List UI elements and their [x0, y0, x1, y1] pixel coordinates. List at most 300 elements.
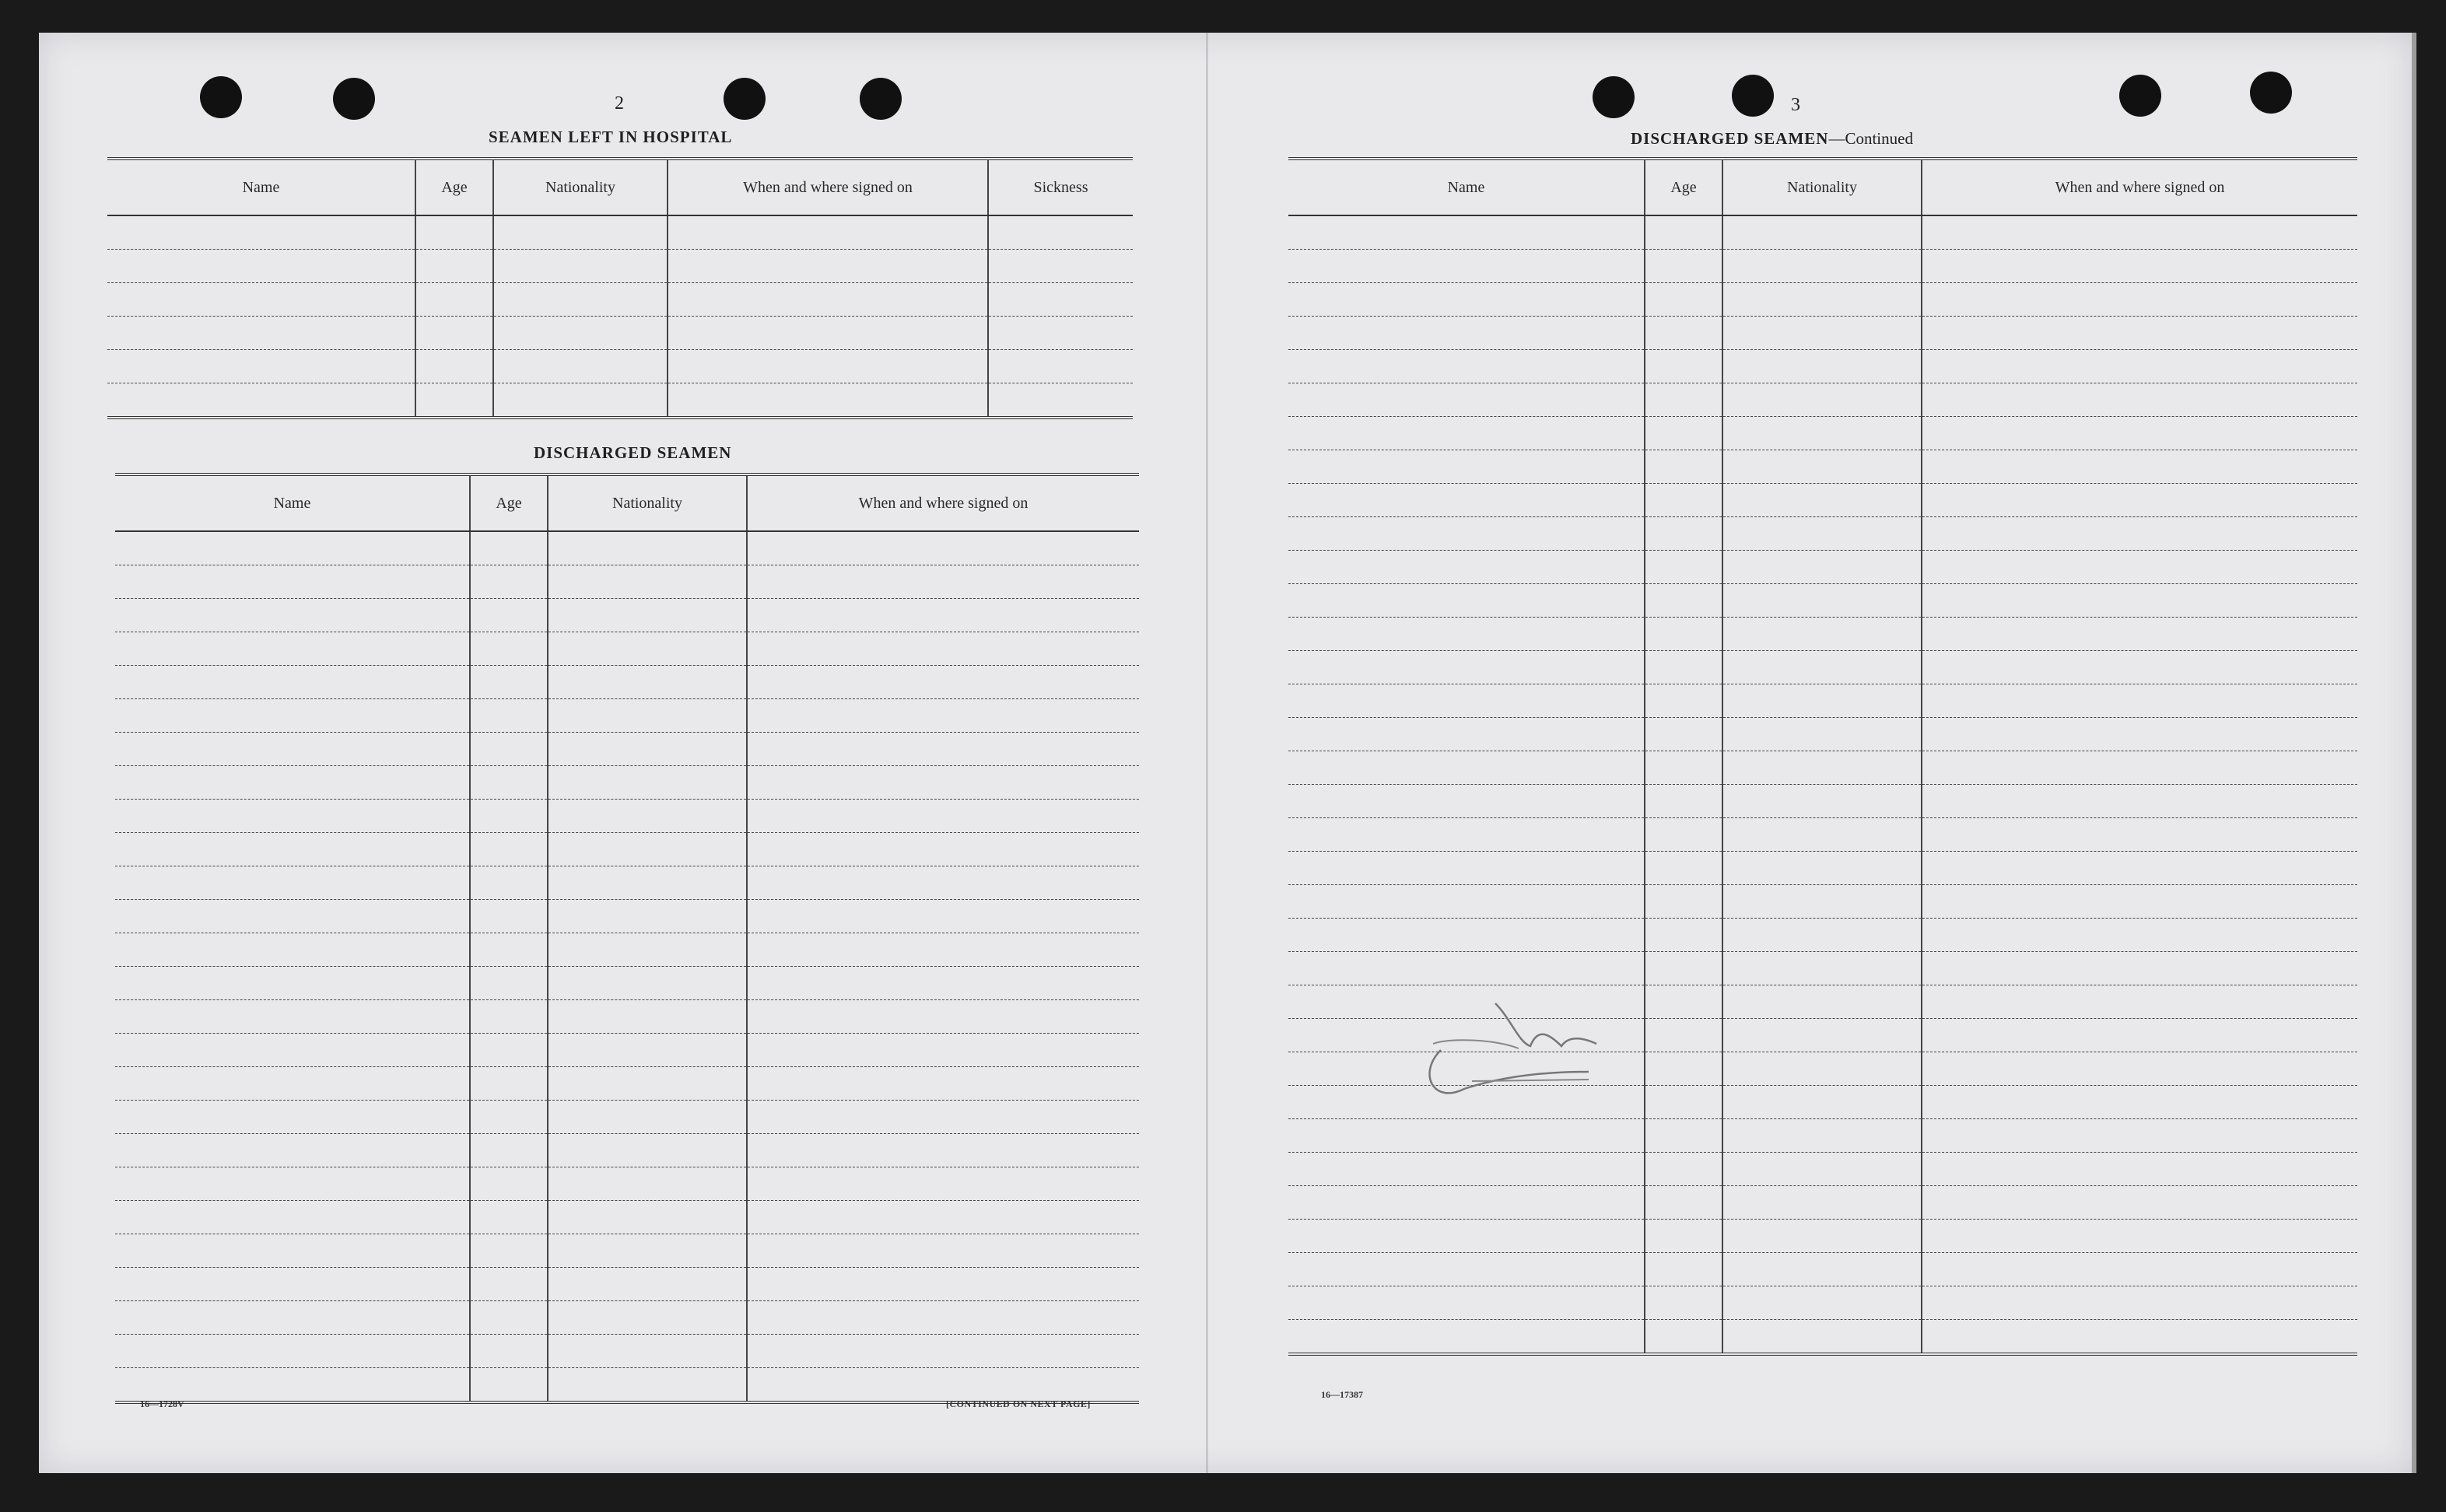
table-cell: [1645, 1286, 1722, 1320]
table-cell: [1645, 952, 1722, 985]
table-cell: [1288, 383, 1645, 417]
hospital-section-title: SEAMEN LEFT IN HOSPITAL: [489, 128, 733, 146]
table-cell: [988, 317, 1133, 350]
table-row: [115, 1134, 1139, 1167]
table-cell: [115, 900, 470, 933]
table-cell: [1922, 1253, 2357, 1286]
table-cell: [1288, 1320, 1645, 1355]
table-row: [115, 1368, 1139, 1403]
table-cell: [548, 1201, 747, 1234]
table-cell: [115, 1234, 470, 1268]
table-cell: [1645, 484, 1722, 517]
table-row: [1288, 450, 2357, 484]
table-cell: [1645, 1153, 1722, 1186]
table-cell: [1922, 417, 2357, 450]
table-cell: [1288, 751, 1645, 785]
table-row: [1288, 484, 2357, 517]
table-cell: [548, 1000, 747, 1034]
table-row: [107, 215, 1133, 250]
table-cell: [1922, 450, 2357, 484]
table-row: [115, 1335, 1139, 1368]
table-cell: [747, 833, 1139, 866]
table-cell: [470, 766, 548, 800]
table-cell: [1288, 283, 1645, 317]
table-cell: [470, 833, 548, 866]
table-cell: [1722, 1153, 1922, 1186]
table-cell: [493, 350, 668, 383]
table-cell: [548, 833, 747, 866]
table-cell: [1645, 985, 1722, 1019]
table-cell: [470, 933, 548, 967]
table-cell: [1288, 1119, 1645, 1153]
discharged-continued-column-header: Name: [1288, 159, 1645, 215]
table-cell: [1645, 250, 1722, 283]
table-row: [1288, 584, 2357, 618]
table-cell: [1288, 1286, 1645, 1320]
document-sheet: [39, 33, 2416, 1473]
table-row: [115, 1201, 1139, 1234]
table-cell: [1922, 1220, 2357, 1253]
table-cell: [1922, 383, 2357, 417]
left-page-number: 2: [615, 93, 624, 114]
table-cell: [548, 666, 747, 699]
table-cell: [1288, 1253, 1645, 1286]
table-cell: [1288, 417, 1645, 450]
table-cell: [1645, 1320, 1722, 1355]
left-form-number: 16—1728V: [140, 1398, 184, 1409]
table-cell: [1922, 317, 2357, 350]
table-cell: [1645, 818, 1722, 852]
table-cell: [115, 1134, 470, 1167]
table-row: [115, 933, 1139, 967]
table-cell: [548, 1268, 747, 1301]
table-cell: [1645, 1186, 1722, 1220]
table-cell: [1922, 1186, 2357, 1220]
table-cell: [115, 1301, 470, 1335]
table-row: [1288, 751, 2357, 785]
table-cell: [1288, 852, 1645, 885]
table-row: [1288, 1153, 2357, 1186]
table-cell: [1288, 785, 1645, 818]
punch-hole-icon: [2119, 75, 2161, 117]
table-cell: [1922, 250, 2357, 283]
table-cell: [1922, 684, 2357, 718]
table-cell: [107, 383, 415, 418]
table-cell: [1288, 215, 1645, 250]
table-row: [115, 1268, 1139, 1301]
table-cell: [115, 1067, 470, 1101]
table-row: [115, 967, 1139, 1000]
table-cell: [493, 250, 668, 283]
table-cell: [1722, 350, 1922, 383]
table-cell: [1288, 350, 1645, 383]
hospital-column-header: Name: [107, 159, 415, 215]
discharged-column-header: Nationality: [548, 474, 747, 531]
table-cell: [1722, 1119, 1922, 1153]
table-row: [115, 1101, 1139, 1134]
table-cell: [747, 699, 1139, 733]
table-cell: [415, 283, 493, 317]
table-cell: [493, 317, 668, 350]
table-cell: [470, 900, 548, 933]
table-cell: [1645, 684, 1722, 718]
table-row: [1288, 651, 2357, 684]
table-cell: [1922, 1086, 2357, 1119]
table-cell: [115, 1201, 470, 1234]
table-cell: [1922, 818, 2357, 852]
table-cell: [1722, 885, 1922, 919]
table-cell: [1722, 952, 1922, 985]
table-cell: [1922, 651, 2357, 684]
table-cell: [115, 699, 470, 733]
table-cell: [988, 250, 1133, 283]
table-cell: [470, 1201, 548, 1234]
table-cell: [548, 967, 747, 1000]
table-cell: [470, 599, 548, 632]
discharged-continued-title: [1631, 129, 1913, 149]
table-row: [1288, 250, 2357, 283]
table-cell: [1722, 1220, 1922, 1253]
discharged-continued-column-header: When and where signed on: [1922, 159, 2357, 215]
table-cell: [115, 800, 470, 833]
table-cell: [1288, 317, 1645, 350]
punch-hole-icon: [333, 78, 375, 120]
table-cell: [1722, 618, 1922, 651]
table-row: [115, 833, 1139, 866]
discharged-column-header: Age: [470, 474, 548, 531]
table-cell: [415, 215, 493, 250]
table-row: [115, 565, 1139, 599]
table-cell: [747, 1268, 1139, 1301]
table-cell: [470, 666, 548, 699]
table-row: [107, 250, 1133, 283]
table-cell: [1722, 684, 1922, 718]
table-cell: [747, 1201, 1139, 1234]
table-cell: [470, 1335, 548, 1368]
table-cell: [1722, 383, 1922, 417]
table-cell: [470, 632, 548, 666]
punch-hole-icon: [1593, 76, 1635, 118]
table-cell: [747, 1134, 1139, 1167]
table-cell: [548, 900, 747, 933]
table-cell: [1922, 952, 2357, 985]
table-cell: [1922, 751, 2357, 785]
table-cell: [548, 1101, 747, 1134]
table-cell: [548, 933, 747, 967]
table-row: [115, 632, 1139, 666]
table-cell: [493, 383, 668, 418]
table-cell: [1645, 885, 1722, 919]
continued-note: [CONTINUED ON NEXT PAGE]: [946, 1398, 1091, 1409]
table-cell: [1722, 785, 1922, 818]
table-cell: [548, 1301, 747, 1335]
table-cell: [1645, 584, 1722, 618]
table-row: [107, 350, 1133, 383]
table-row: [115, 699, 1139, 733]
table-cell: [1922, 1286, 2357, 1320]
table-cell: [415, 383, 493, 418]
table-row: [115, 733, 1139, 766]
table-cell: [548, 699, 747, 733]
table-row: [1288, 885, 2357, 919]
table-cell: [1722, 250, 1922, 283]
discharged-table: [115, 473, 1139, 1404]
table-cell: [747, 967, 1139, 1000]
table-cell: [548, 733, 747, 766]
table-row: [1288, 852, 2357, 885]
table-row: [115, 1067, 1139, 1101]
table-cell: [548, 866, 747, 900]
table-cell: [548, 1034, 747, 1067]
table-cell: [115, 833, 470, 866]
table-cell: [747, 666, 1139, 699]
table-cell: [1722, 919, 1922, 952]
table-cell: [1922, 985, 2357, 1019]
table-cell: [1922, 584, 2357, 618]
table-cell: [1922, 350, 2357, 383]
table-cell: [747, 1301, 1139, 1335]
table-cell: [668, 317, 988, 350]
punch-hole-icon: [200, 76, 242, 118]
table-cell: [115, 1368, 470, 1403]
table-cell: [1645, 718, 1722, 751]
table-cell: [1722, 1086, 1922, 1119]
table-cell: [1288, 584, 1645, 618]
table-row: [1288, 350, 2357, 383]
table-cell: [493, 215, 668, 250]
table-cell: [470, 800, 548, 833]
table-cell: [115, 1034, 470, 1067]
table-cell: [1922, 283, 2357, 317]
table-cell: [1288, 684, 1645, 718]
table-cell: [115, 1167, 470, 1201]
table-cell: [115, 766, 470, 800]
table-cell: [1645, 1052, 1722, 1086]
table-row: [115, 1034, 1139, 1067]
table-row: [1288, 417, 2357, 450]
table-cell: [1645, 350, 1722, 383]
table-cell: [1922, 517, 2357, 551]
table-cell: [747, 1034, 1139, 1067]
table-cell: [747, 733, 1139, 766]
table-cell: [1922, 1119, 2357, 1153]
table-cell: [548, 531, 747, 565]
table-row: [1288, 215, 2357, 250]
table-row: [1288, 684, 2357, 718]
table-cell: [1288, 818, 1645, 852]
table-row: [1288, 383, 2357, 417]
table-cell: [668, 250, 988, 283]
table-row: [115, 800, 1139, 833]
table-cell: [747, 1067, 1139, 1101]
table-row: [1288, 551, 2357, 584]
table-cell: [1288, 250, 1645, 283]
table-cell: [493, 283, 668, 317]
table-row: [115, 900, 1139, 933]
table-cell: [1722, 317, 1922, 350]
table-cell: [470, 967, 548, 1000]
table-row: [1288, 1253, 2357, 1286]
table-row: [1288, 1286, 2357, 1320]
table-cell: [747, 1000, 1139, 1034]
table-row: [115, 599, 1139, 632]
table-cell: [470, 1101, 548, 1134]
table-cell: [470, 1134, 548, 1167]
table-cell: [1922, 919, 2357, 952]
table-row: [1288, 1119, 2357, 1153]
table-cell: [1645, 517, 1722, 551]
table-cell: [470, 531, 548, 565]
table-cell: [470, 1167, 548, 1201]
table-cell: [747, 1234, 1139, 1268]
table-cell: [1922, 885, 2357, 919]
table-cell: [1722, 1286, 1922, 1320]
table-cell: [548, 1134, 747, 1167]
table-cell: [415, 250, 493, 283]
table-row: [115, 1301, 1139, 1335]
discharged-column-header: When and where signed on: [747, 474, 1139, 531]
table-cell: [1922, 1019, 2357, 1052]
table-cell: [1645, 1119, 1722, 1153]
table-cell: [470, 866, 548, 900]
table-cell: [1645, 317, 1722, 350]
table-cell: [1722, 484, 1922, 517]
table-cell: [747, 866, 1139, 900]
table-cell: [1288, 718, 1645, 751]
discharged-continued-table: [1288, 157, 2357, 1356]
table-cell: [1288, 484, 1645, 517]
table-cell: [115, 866, 470, 900]
table-cell: [1722, 1320, 1922, 1355]
discharged-section-title: DISCHARGED SEAMEN: [534, 443, 732, 462]
table-row: [1288, 1320, 2357, 1355]
table-row: [1288, 517, 2357, 551]
table-cell: [115, 632, 470, 666]
table-row: [1288, 317, 2357, 350]
table-cell: [1288, 1153, 1645, 1186]
table-cell: [1722, 1052, 1922, 1086]
table-row: [1288, 1220, 2357, 1253]
table-cell: [1288, 517, 1645, 551]
table-cell: [1645, 1220, 1722, 1253]
table-cell: [1645, 1253, 1722, 1286]
table-cell: [107, 283, 415, 317]
table-cell: [1645, 383, 1722, 417]
table-row: [1288, 618, 2357, 651]
hospital-column-header: When and where signed on: [668, 159, 988, 215]
table-cell: [1922, 1320, 2357, 1355]
table-row: [107, 283, 1133, 317]
table-cell: [988, 215, 1133, 250]
table-row: [115, 766, 1139, 800]
table-cell: [1645, 417, 1722, 450]
table-cell: [470, 1067, 548, 1101]
table-cell: [548, 1067, 747, 1101]
hospital-table: [107, 157, 1133, 419]
table-cell: [548, 632, 747, 666]
table-cell: [1288, 885, 1645, 919]
table-cell: [115, 599, 470, 632]
table-cell: [988, 350, 1133, 383]
table-cell: [115, 1268, 470, 1301]
table-cell: [107, 317, 415, 350]
table-cell: [1722, 517, 1922, 551]
table-cell: [1288, 651, 1645, 684]
table-cell: [1645, 551, 1722, 584]
table-cell: [107, 250, 415, 283]
table-cell: [1722, 283, 1922, 317]
table-cell: [1288, 1186, 1645, 1220]
table-row: [1288, 919, 2357, 952]
table-cell: [470, 1034, 548, 1067]
table-cell: [1645, 852, 1722, 885]
punch-hole-icon: [860, 78, 902, 120]
discharged-continued-column-header: Nationality: [1722, 159, 1922, 215]
table-cell: [1922, 852, 2357, 885]
table-row: [1288, 785, 2357, 818]
table-cell: [1645, 651, 1722, 684]
right-form-number: 16—17387: [1321, 1389, 1363, 1400]
table-cell: [1722, 417, 1922, 450]
hospital-column-header: Sickness: [988, 159, 1133, 215]
table-cell: [1722, 852, 1922, 885]
table-cell: [1722, 718, 1922, 751]
table-cell: [1922, 484, 2357, 517]
table-cell: [747, 1335, 1139, 1368]
table-cell: [747, 565, 1139, 599]
table-cell: [1722, 450, 1922, 484]
hospital-column-header: Nationality: [493, 159, 668, 215]
table-cell: [107, 350, 415, 383]
table-cell: [1645, 283, 1722, 317]
table-cell: [1722, 215, 1922, 250]
table-cell: [747, 900, 1139, 933]
table-cell: [1722, 1253, 1922, 1286]
table-cell: [548, 599, 747, 632]
table-cell: [1645, 1086, 1722, 1119]
table-row: [115, 866, 1139, 900]
table-cell: [1722, 751, 1922, 785]
table-row: [1288, 1186, 2357, 1220]
table-cell: [668, 383, 988, 418]
table-cell: [548, 1368, 747, 1403]
table-cell: [1288, 919, 1645, 952]
table-cell: [548, 1335, 747, 1368]
table-cell: [115, 666, 470, 699]
table-cell: [415, 350, 493, 383]
table-cell: [1722, 985, 1922, 1019]
table-cell: [470, 699, 548, 733]
table-cell: [1922, 718, 2357, 751]
table-cell: [548, 1167, 747, 1201]
punch-hole-icon: [724, 78, 766, 120]
table-cell: [1645, 1019, 1722, 1052]
table-cell: [470, 1301, 548, 1335]
table-cell: [1722, 1019, 1922, 1052]
discharged-continued-title-text: DISCHARGED SEAMEN: [1631, 129, 1829, 148]
table-cell: [747, 1167, 1139, 1201]
table-cell: [1922, 215, 2357, 250]
table-cell: [415, 317, 493, 350]
table-row: [1288, 718, 2357, 751]
table-row: [115, 1234, 1139, 1268]
table-cell: [470, 1268, 548, 1301]
table-cell: [1722, 551, 1922, 584]
table-cell: [1645, 751, 1722, 785]
table-cell: [747, 1101, 1139, 1134]
punch-hole-icon: [2250, 72, 2292, 114]
table-cell: [1645, 450, 1722, 484]
